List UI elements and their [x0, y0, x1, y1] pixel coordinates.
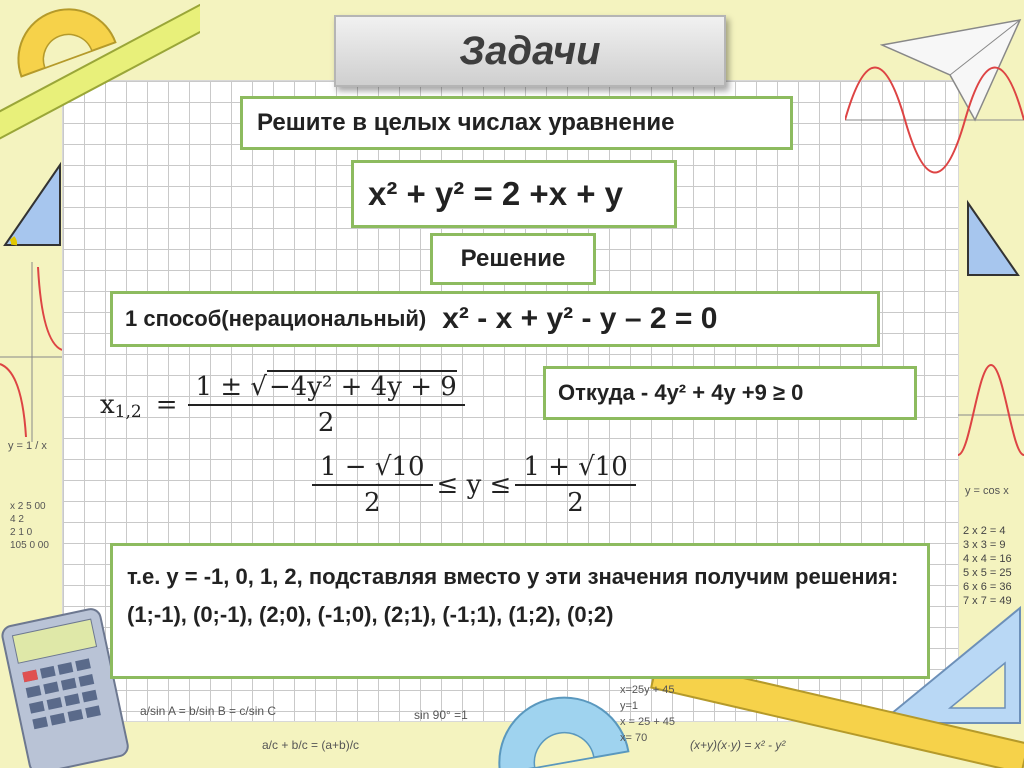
- lines-row: x = 25 + 45: [620, 716, 676, 728]
- inequality: [316, 452, 632, 518]
- ruler-icon: [0, 0, 200, 150]
- calc-line: 2 1 0: [10, 527, 33, 538]
- roots-denominator: 2: [188, 404, 465, 438]
- roots-fraction: [192, 372, 461, 438]
- lines-column: [620, 682, 675, 746]
- condition-box: [543, 366, 917, 420]
- sin90-label: sin 90° =1: [414, 708, 468, 722]
- mult-row: 7 x 7 = 49: [963, 595, 1012, 607]
- roots-numerator: [192, 372, 461, 404]
- roots-numerator-prefix: 1 ±: [195, 372, 243, 402]
- sqrt-symbol: √: [250, 372, 267, 402]
- reciprocal-label: y = 1 / x: [8, 440, 47, 452]
- right-triangle-icon: [0, 160, 70, 255]
- lines-row: y=1: [620, 700, 639, 712]
- conclusion-text: т.е. y = -1, 0, 1, 2, подставляя вместо y эти значения получим решения: (1;-1), (0;-1), (2;0), (-1;0), (2;1), (-1;1), (1;2), (0;2): [127, 564, 899, 627]
- mult-row: 6 x 6 = 36: [963, 581, 1012, 593]
- mult-row: 2 x 2 = 4: [963, 525, 1006, 537]
- hyperbola-graph-icon: [0, 262, 62, 442]
- conclusion-box: [110, 543, 930, 679]
- inequality-right-denominator: 2: [515, 484, 636, 518]
- roots-formula: [100, 372, 461, 438]
- protractor-icon-2: [490, 668, 630, 768]
- inequality-left-numerator: 1 − √10: [320, 452, 425, 482]
- calc-column: [10, 500, 49, 552]
- solution-label: Решение: [460, 245, 566, 272]
- slide-title-box: [334, 15, 726, 87]
- method-equation: x² - x + y² - y – 2 = 0: [442, 302, 718, 335]
- right-triangle-icon-2: [958, 195, 1024, 285]
- cosine-label: y = cos x: [965, 485, 1009, 497]
- product-expression: (x+y)(x·y) = x² - y²: [690, 738, 786, 752]
- equation-box: [351, 160, 677, 228]
- equals-sign: =: [155, 390, 178, 420]
- method-label: 1 способ(нерациональный): [125, 306, 427, 331]
- roots-lhs: x: [100, 390, 115, 420]
- inequality-right-numerator: 1 + √10: [523, 452, 628, 482]
- task-box: [240, 96, 793, 150]
- roots-subscript: 1,2: [114, 402, 142, 422]
- method-box: [110, 291, 880, 347]
- sine-wave-icon: [845, 60, 1024, 180]
- solution-label-box: [430, 233, 596, 285]
- equation-text: x² + y² = 2 +x + y: [368, 175, 624, 212]
- multiplication-table: [963, 524, 1012, 608]
- inequality-left-fraction: [316, 452, 429, 518]
- calc-line: x 2 5 00: [10, 501, 46, 512]
- mult-row: 4 x 4 = 16: [963, 553, 1012, 565]
- task-text: Решите в целых числах уравнение: [257, 109, 675, 136]
- mult-row: 3 x 3 = 9: [963, 539, 1006, 551]
- law-of-sines: a/sin A = b/sin B = c/sin C: [140, 704, 277, 718]
- roots-radicand: −4y² + 4y + 9: [268, 372, 457, 402]
- calc-line: 4 2: [10, 514, 24, 525]
- inequality-right-fraction: [519, 452, 632, 518]
- lines-row: x=25y + 45: [620, 684, 675, 696]
- fraction-sum: a/c + b/c = (a+b)/c: [262, 738, 360, 752]
- lines-row: x= 70: [620, 732, 648, 744]
- inequality-middle: ≤ y ≤: [436, 470, 512, 500]
- calc-line: 105 0 00: [10, 540, 49, 551]
- slide-title: Задачи: [459, 28, 601, 73]
- condition-text: Откуда - 4y² + 4y +9 ≥ 0: [558, 380, 804, 405]
- cosine-wave-icon: [958, 355, 1024, 475]
- inequality-left-denominator: 2: [312, 484, 433, 518]
- mult-row: 5 x 5 = 25: [963, 567, 1012, 579]
